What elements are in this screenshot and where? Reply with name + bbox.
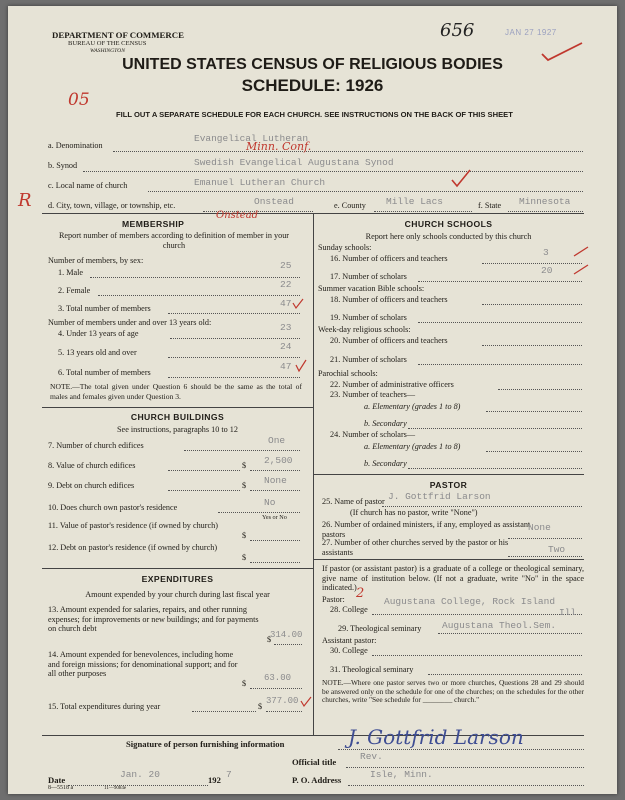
form-number: 8—5518 a bbox=[48, 785, 74, 791]
q28-value-state: Ill bbox=[559, 607, 577, 618]
q27-label: 27. Number of other churches served by the pastor or his assistants bbox=[322, 538, 509, 557]
q23a-label: a. Elementary (grades 1 to 8) bbox=[364, 402, 461, 411]
census-schedule-sheet: DEPARTMENT OF COMMERCE BUREAU OF THE CENSUS WASHINGTON 656 JAN 27 1927 UNITED STATES CENSUS OF RELIGIOUS BODIES SCHEDULE: 1926 05 FILL OUT A SEPARATE SCHEDULE FOR EACH CHURCH. SEE INSTRUCTIONS ON THE BACK OF THIS SHEET a. Denomination Evangelical Lutheran Minn. Conf. b. Synod Swedish Evangelical Augustana Synod c. Local name of church Emanuel Lutheran Church R d. City, town, village, or township, etc. Onstead e. County Mille Lacs f. State Minnesota MEMBERSHIP Onstead Report number of members according to definition of member in your church Number of members, by sex: 1. Male 25 2. Female 22 3. Total number of members 47 Number of members under and over 13 years old: 4. Under 13 years of age 23 5. 13 years old and over 24 6. Total number of members 47 NOTE.—The total given under Question 6 should be the same as the total of males and females given under Question 3. CHURCH BUILDINGS See instructions, paragraphs 10 to 12 7. Number of church edifices One 8. Value of church edifices $ 2,500 9. Debt on church edifices $ None 10. Does church own pastor's residence No Yes or No 11. Value of pastor's residence (if owned by church) $ 12. Debt on pastor's residence (if owned by church) $ EXPENDITURES Amount expended by your church during last fiscal year 13. Amount expended for salaries, repairs, and other running expenses; for improvements or new buildings; and for payments on church debt $ 314.00 14. Amount expended for benevolences, including home and foreign missions; for denominational support; and for all other purposes $ 63.00 15. Total expenditures during year $ 377.00 CHURCH SCHOOLS Report here only schools conducted by this church Sunday schools: 16. Number of officers and teachers 3 17. Number of scholars 20 Summer vacation Bible schools: 18. Number of officers and teachers 19. Number of scholars Week-day religious schools: 20. Number of officers and teachers 21. Number of scholars Parochial schools: 22. Number of administrative officers 23. Number of teachers— a. Elementary (grades 1 to 8) b. Secondary 24. Number of scholars— a. Elementary (grades 1 to 8) b. Secondary PASTOR 25. Name of pastor J. Gottfrid Larson (If church has no pastor, write "None") 26. Number of ordained ministers, if any, employed as assistant pastors None 27. Number of other churches served by the pastor or his assistants Two If pastor (or assistant pastor) is a graduate of a college or theological seminary, give name of institution below. (If not a graduate, write "No" in the space indicated.) Pastor: 2 28. College Augustana College, Rock Island Ill 29. Theological seminary Augustana Theol.Sem. Assistant pastor: 30. College 31. Theological seminary NOTE.—Where one pastor serves two or more churches, Questions 28 and 29 should be answered only on the schedule for one of the churches; on the schedules for the other churches, write "See schedule for ________ church." Signature of person furnishing information J. Gottfrid Larson Official title Rev. Date Jan. 20 192 7 P. O. Address Isle, Minn. 8—5518 a 11—9084e bbox=[8, 6, 617, 794]
weekday-schools-label: Week-day religious schools: bbox=[318, 325, 411, 334]
city-label: d. City, town, village, or township, etc. bbox=[48, 201, 176, 210]
received-stamp: JAN 27 1927 bbox=[505, 28, 557, 37]
q24b-label: b. Secondary bbox=[364, 459, 407, 468]
bureau-city: WASHINGTON bbox=[90, 48, 125, 54]
fill-instructions: FILL OUT A SEPARATE SCHEDULE FOR EACH CHURCH. SEE INSTRUCTIONS ON THE BACK OF THIS SHEET bbox=[116, 110, 513, 119]
address-value: Isle, Minn. bbox=[370, 769, 433, 780]
q10-hint: Yes or No bbox=[262, 514, 287, 521]
q16-label: 16. Number of officers and teachers bbox=[330, 254, 448, 263]
schedule-number: 656 bbox=[440, 20, 475, 41]
year-value: 7 bbox=[226, 769, 232, 780]
q15-value: 377.00 bbox=[266, 696, 299, 706]
q12-label: 12. Debt on pastor's residence (if owned by church) bbox=[48, 543, 218, 552]
q19-label: 19. Number of scholars bbox=[330, 313, 407, 322]
region-code: 05 bbox=[68, 90, 90, 110]
membership-subtitle: Report number of members according to definition of member in your church bbox=[58, 231, 290, 250]
state-label: f. State bbox=[478, 201, 502, 210]
pastor-mark: 2 bbox=[356, 586, 365, 601]
buildings-heading: CHURCH BUILDINGS bbox=[130, 412, 225, 422]
q23-label: 23. Number of teachers— bbox=[330, 390, 416, 399]
q26-value: None bbox=[528, 522, 551, 533]
q2-value: 22 bbox=[280, 279, 292, 290]
q6-value: 47 bbox=[280, 361, 292, 372]
city-value: Onstead bbox=[254, 196, 294, 207]
q26-label: 26. Number of ordained ministers, if any, employed as assistant pastors bbox=[322, 520, 531, 539]
graduate-note: If pastor (or assistant pastor) is a graduate of a college or theological seminary, give name of institution below. (If not a graduate, write "No" in the space indicated.) bbox=[322, 564, 584, 592]
buildings-subtitle: See instructions, paragraphs 10 to 12 bbox=[117, 425, 238, 434]
q23b-label: b. Secondary bbox=[364, 419, 407, 428]
expenditures-subtitle: Amount expended by your church during last fiscal year bbox=[85, 590, 270, 599]
sunday-schools-label: Sunday schools: bbox=[318, 243, 372, 252]
q20-label: 20. Number of officers and teachers bbox=[330, 336, 448, 345]
checkmark-icon bbox=[450, 168, 472, 190]
q1-value: 25 bbox=[280, 260, 292, 271]
schools-subtitle: Report here only schools conducted by this church bbox=[365, 232, 532, 241]
county-label: e. County bbox=[334, 201, 366, 210]
pastor-note: NOTE.—Where one pastor serves two or more churches, Questions 28 and 29 should be answered only on the schedule for one of the churches; on the schedules for the other churches, write "See schedule for ________ church." bbox=[322, 678, 584, 705]
date-value: Jan. 20 bbox=[120, 769, 160, 780]
q24a-label: a. Elementary (grades 1 to 8) bbox=[364, 442, 461, 451]
r-mark: R bbox=[18, 190, 32, 211]
q4-label: 4. Under 13 years of age bbox=[58, 329, 139, 338]
checkmark-icon bbox=[573, 246, 589, 258]
q9-value: None bbox=[264, 475, 287, 486]
checkmark-icon bbox=[295, 359, 307, 373]
checkmark-icon bbox=[300, 696, 312, 708]
church-name-label: c. Local name of church bbox=[48, 181, 128, 190]
q5-value: 24 bbox=[280, 341, 292, 352]
form-number-2: 11—9084e bbox=[104, 786, 127, 791]
q22-label: 22. Number of administrative officers bbox=[330, 380, 454, 389]
signature-value: J. Gottfrid Larson bbox=[348, 725, 524, 749]
q18-label: 18. Number of officers and teachers bbox=[330, 295, 448, 304]
dept-name: DEPARTMENT OF COMMERCE bbox=[52, 30, 184, 40]
q7-value: One bbox=[268, 435, 286, 446]
church-name-value: Emanuel Lutheran Church bbox=[194, 177, 326, 188]
synod-value: Swedish Evangelical Augustana Synod bbox=[194, 157, 394, 168]
form-title: UNITED STATES CENSUS OF RELIGIOUS BODIES bbox=[122, 56, 503, 73]
state-value: Minnesota bbox=[519, 196, 571, 207]
denomination-value: Evangelical Lutheran bbox=[194, 133, 309, 144]
by-age-label: Number of members under and over 13 years old: bbox=[48, 318, 212, 327]
membership-heading: MEMBERSHIP bbox=[122, 219, 185, 229]
q30-label: 30. College bbox=[330, 646, 368, 655]
q8-label: 8. Value of church edifices bbox=[48, 461, 136, 470]
q17-value: 20 bbox=[541, 265, 553, 276]
q27-value: Two bbox=[548, 544, 566, 555]
county-value: Mille Lacs bbox=[386, 196, 444, 207]
q17-label: 17. Number of scholars bbox=[330, 272, 407, 281]
by-sex-label: Number of members, by sex: bbox=[48, 256, 144, 265]
q4-value: 23 bbox=[280, 322, 292, 333]
q29-label: 29. Theological seminary bbox=[338, 624, 422, 633]
q21-label: 21. Number of scholars bbox=[330, 355, 407, 364]
q24-label: 24. Number of scholars— bbox=[330, 430, 416, 439]
checkmark-icon bbox=[573, 264, 589, 276]
year-label: 192 bbox=[208, 775, 221, 785]
q15-label: 15. Total expenditures during year bbox=[48, 702, 161, 711]
form-subtitle: SCHEDULE: 1926 bbox=[241, 76, 384, 95]
q25-value: J. Gottfrid Larson bbox=[388, 491, 491, 502]
q29-value: Augustana Theol.Sem. bbox=[442, 620, 557, 631]
membership-note: Onstead bbox=[216, 210, 259, 221]
signature-label: Signature of person furnishing information bbox=[126, 739, 285, 749]
official-title-value: Rev. bbox=[360, 751, 383, 762]
q13-value: 314.00 bbox=[270, 630, 303, 640]
date-label: Date bbox=[48, 775, 66, 785]
q28-label: 28. College bbox=[330, 605, 368, 614]
assistant-pastor-label: Assistant pastor: bbox=[322, 636, 377, 645]
membership-note-text: NOTE.—The total given under Question 6 should be the same as the total of males and females given under Question 3. bbox=[50, 382, 302, 401]
q8-value: 2,500 bbox=[264, 455, 293, 466]
q1-label: 1. Male bbox=[58, 268, 84, 277]
q13-label: 13. Amount expended for salaries, repairs, and other running expenses; for improvements or new buildings; and for payments on church debt bbox=[48, 605, 259, 633]
q3-label: 3. Total number of members bbox=[58, 304, 151, 313]
checkmark-icon bbox=[292, 298, 304, 310]
q6-label: 6. Total number of members bbox=[58, 368, 151, 377]
schools-heading: CHURCH SCHOOLS bbox=[404, 219, 493, 229]
q31-label: 31. Theological seminary bbox=[330, 665, 414, 674]
pastor-sublabel: Pastor: bbox=[322, 595, 345, 604]
q10-value: No bbox=[264, 497, 276, 508]
q28-value: Augustana College, Rock Island bbox=[384, 596, 556, 607]
q11-label: 11. Value of pastor's residence (if owned by church) bbox=[48, 521, 218, 530]
denomination-label: a. Denomination bbox=[48, 141, 103, 150]
q7-label: 7. Number of church edifices bbox=[48, 441, 144, 450]
summer-schools-label: Summer vacation Bible schools: bbox=[318, 284, 425, 293]
q25-hint: (If church has no pastor, write "None") bbox=[350, 508, 478, 517]
q10-label: 10. Does church own pastor's residence bbox=[48, 503, 178, 512]
expenditures-heading: EXPENDITURES bbox=[141, 574, 214, 584]
q14-label: 14. Amount expended for benevolences, including home and foreign missions; for denominational support; and for all other purposes bbox=[48, 650, 238, 678]
q5-label: 5. 13 years old and over bbox=[58, 348, 137, 357]
official-title-label: Official title bbox=[292, 757, 337, 767]
q3-value: 47 bbox=[280, 298, 292, 309]
synod-label: b. Synod bbox=[48, 161, 78, 170]
pastor-heading: PASTOR bbox=[429, 480, 468, 490]
q14-value: 63.00 bbox=[264, 673, 292, 683]
conference-note: Minn. Conf. bbox=[246, 140, 312, 153]
q25-label: 25. Name of pastor bbox=[322, 497, 385, 506]
q16-value: 3 bbox=[543, 247, 549, 258]
q9-label: 9. Debt on church edifices bbox=[48, 481, 135, 490]
bureau-name: BUREAU OF THE CENSUS bbox=[68, 40, 147, 47]
q2-label: 2. Female bbox=[58, 286, 91, 295]
parochial-schools-label: Parochial schools: bbox=[318, 369, 378, 378]
address-label: P. O. Address bbox=[292, 775, 342, 785]
